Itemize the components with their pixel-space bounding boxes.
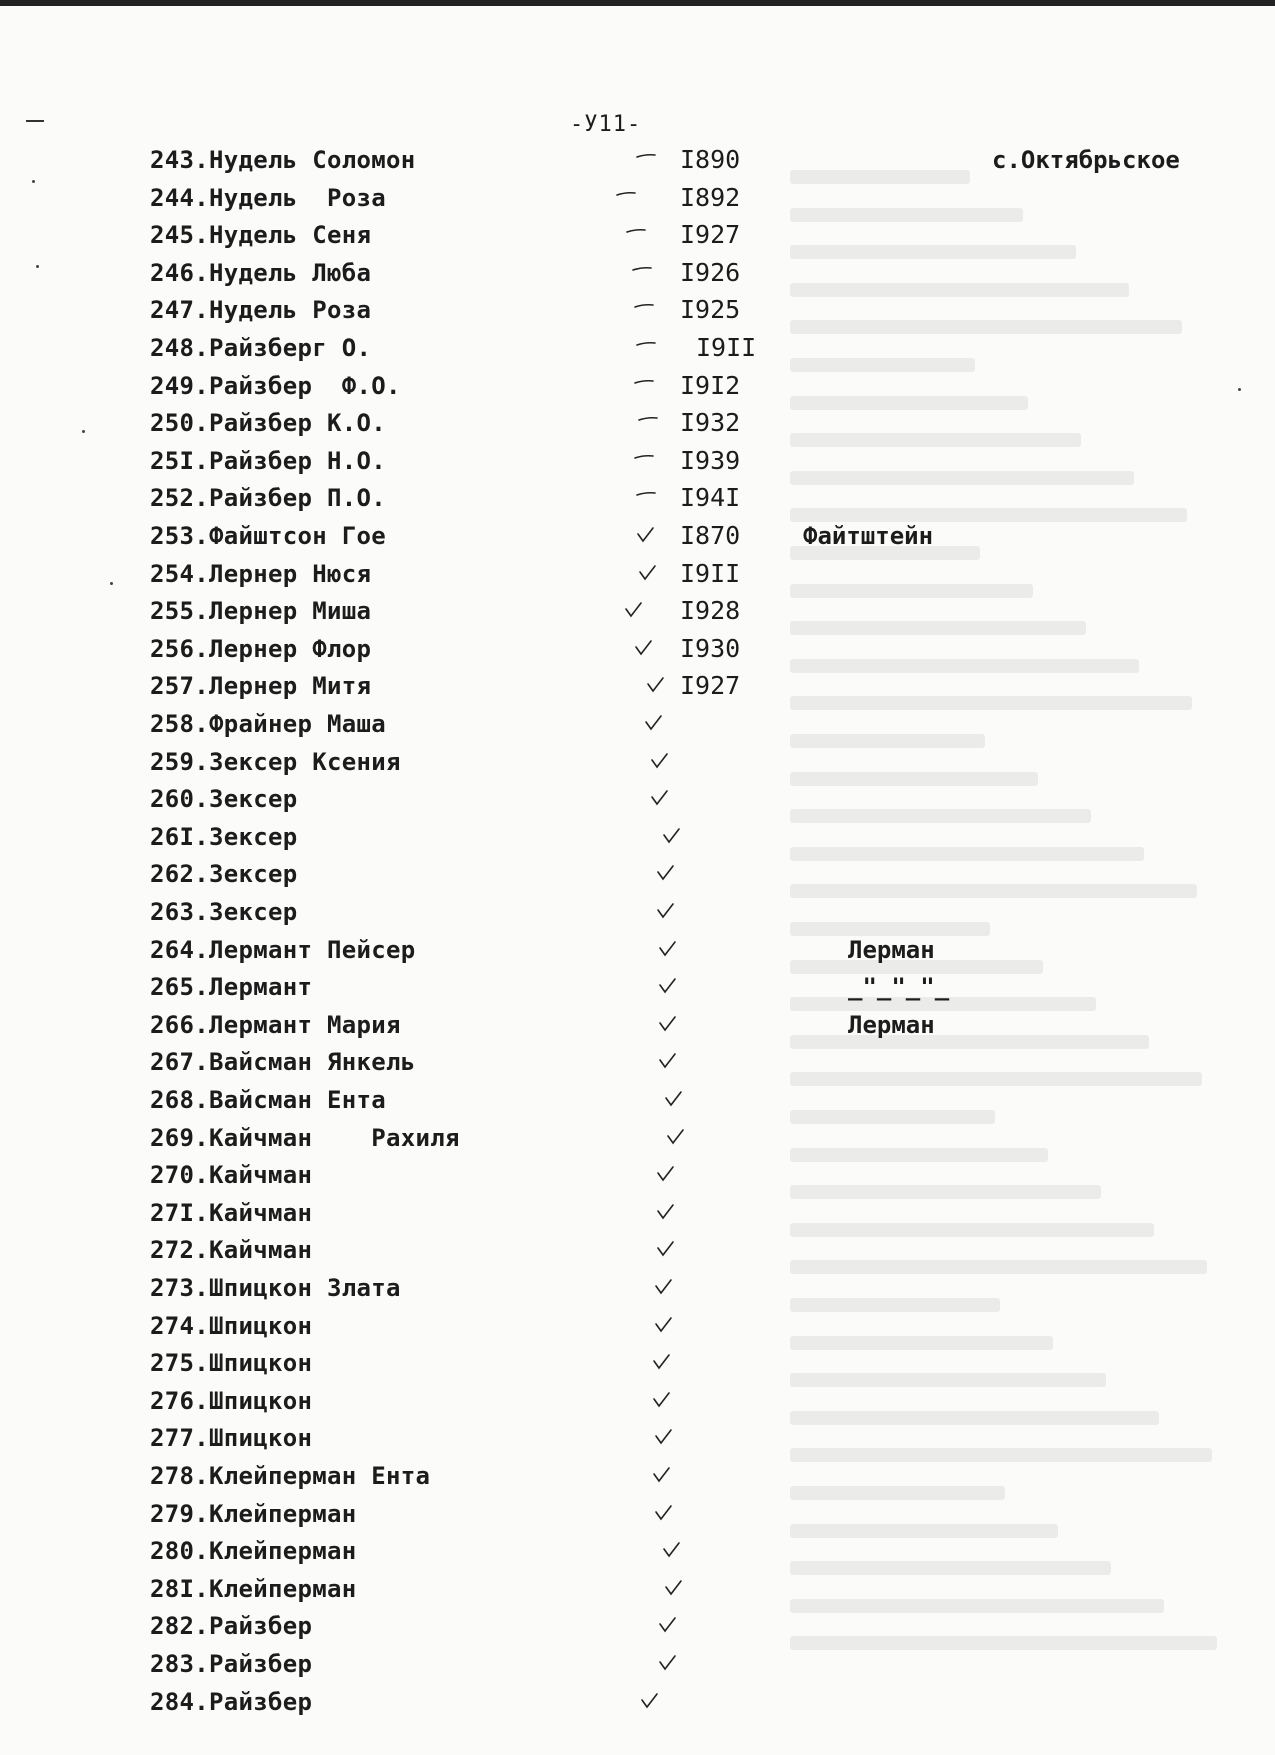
birth-year: I925: [680, 295, 741, 325]
checkmark-icon: [652, 1352, 672, 1372]
table-row: [0, 897, 1275, 935]
checkmark-icon: [658, 939, 678, 959]
checkmark-icon: [664, 1578, 684, 1598]
checkmark-icon: [662, 826, 682, 846]
birth-year: I926: [680, 257, 741, 287]
table-row: [0, 408, 1275, 446]
checkmark-icon: [626, 224, 646, 244]
table-row: [0, 596, 1275, 634]
table-row: [0, 220, 1275, 258]
checkmark-icon: [652, 1390, 672, 1410]
entry-name: 259.Зексер Ксения: [150, 747, 401, 776]
checkmark-icon: [656, 1164, 676, 1184]
checkmark-icon: [656, 863, 676, 883]
birth-year: I939: [680, 445, 741, 475]
margin-dash: [26, 120, 44, 122]
table-row: [0, 784, 1275, 822]
table-row: [0, 1047, 1275, 1085]
table-row: [0, 1649, 1275, 1687]
checkmark-icon: [650, 751, 670, 771]
table-row: [0, 1123, 1275, 1161]
entry-name: 248.Райзберг О.: [150, 334, 372, 362]
checkmark-icon: [658, 1014, 678, 1034]
checkmark-icon: [646, 675, 666, 695]
birth-year: I930: [680, 633, 741, 663]
checkmark-icon: [638, 563, 658, 583]
table-row: [0, 258, 1275, 296]
table-row: [0, 371, 1275, 409]
birth-year: I927: [680, 671, 741, 701]
table-row: [0, 1085, 1275, 1123]
entry-name: 243.Нудель Соломон: [150, 146, 416, 174]
checkmark-icon: [654, 1503, 674, 1523]
entry-name: 245.Нудель Сеня: [150, 221, 372, 250]
checkmark-icon: [656, 1239, 676, 1259]
entry-note: Лерман: [848, 1010, 935, 1039]
checkmark-icon: [654, 1315, 674, 1335]
entry-name: 244.Нудель Роза: [150, 183, 386, 212]
checkmark-icon: [624, 600, 644, 620]
birth-year: I94I: [680, 483, 741, 513]
entry-name: 260.Зексер: [150, 785, 298, 814]
checkmark-icon: [654, 1277, 674, 1297]
entry-name: 270.Кайчман: [150, 1161, 313, 1190]
checkmark-icon: [636, 149, 656, 169]
entry-name: 246.Нудель Люба: [150, 258, 372, 287]
checkmark-icon: [634, 299, 654, 319]
birth-year: I890: [680, 145, 741, 174]
entry-note: Лерман: [848, 935, 935, 964]
entry-name: 282.Райзбер: [150, 1612, 313, 1641]
checkmark-icon: [656, 1202, 676, 1222]
entry-name: 253.Файштсон Гое: [150, 522, 386, 550]
checkmark-icon: [632, 262, 652, 282]
entry-name: 26I.Зексер: [150, 822, 298, 851]
table-row: [0, 1010, 1275, 1048]
entry-name: 273.Шпицкон Злата: [150, 1274, 401, 1302]
table-row: [0, 183, 1275, 221]
table-row: [0, 935, 1275, 973]
birth-year: I9II: [696, 333, 757, 362]
table-row: [0, 822, 1275, 860]
checkmark-icon: [662, 1540, 682, 1560]
checkmark-icon: [658, 1051, 678, 1071]
table-row: [0, 1536, 1275, 1574]
table-row: [0, 709, 1275, 747]
checkmark-icon: [658, 1615, 678, 1635]
entry-name: 267.Вайсман Янкель: [150, 1048, 416, 1077]
table-row: [0, 1311, 1275, 1349]
checkmark-icon: [644, 713, 664, 733]
entry-name: 250.Райзбер К.О.: [150, 409, 386, 438]
checkmark-icon: [654, 1427, 674, 1447]
entry-name: 256.Лернер Флор: [150, 634, 372, 663]
entry-note: с.Октябрьское: [992, 146, 1180, 174]
table-row: [0, 333, 1275, 371]
checkmark-icon: [664, 1089, 684, 1109]
entry-name: 262.Зексер: [150, 860, 298, 889]
table-row: [0, 1499, 1275, 1537]
table-row: [0, 1423, 1275, 1461]
birth-year: I870: [680, 521, 741, 550]
table-row: [0, 145, 1275, 183]
entry-name: 277.Шпицкон: [150, 1424, 313, 1453]
table-row: [0, 1611, 1275, 1649]
birth-year: I927: [680, 220, 741, 250]
table-row: [0, 1574, 1275, 1612]
entry-name: 266.Лермант Мария: [150, 1010, 401, 1039]
checkmark-icon: [636, 487, 656, 507]
entry-name: 263.Зексер: [150, 898, 298, 926]
entry-name: 283.Райзбер: [150, 1650, 313, 1678]
entry-name: 279.Клейперман: [150, 1499, 357, 1528]
checkmark-icon: [634, 638, 654, 658]
table-row: [0, 446, 1275, 484]
checkmark-icon: [636, 337, 656, 357]
checkmark-icon: [640, 1691, 660, 1711]
entry-name: 280.Клейперман: [150, 1537, 357, 1566]
checkmark-icon: [666, 1127, 686, 1147]
scan-top-edge: [0, 0, 1275, 6]
table-row: [0, 521, 1275, 559]
table-row: [0, 747, 1275, 785]
table-row: [0, 559, 1275, 597]
table-row: [0, 1273, 1275, 1311]
entry-name: 274.Шпицкон: [150, 1311, 313, 1340]
entry-name: 272.Кайчман: [150, 1236, 313, 1265]
checkmark-icon: [658, 976, 678, 996]
checkmark-icon: [658, 1653, 678, 1673]
table-row: [0, 671, 1275, 709]
birth-year: I9II: [680, 558, 741, 588]
entry-name: 276.Шпицкон: [150, 1386, 313, 1415]
table-row: [0, 295, 1275, 333]
entry-name: 284.Райзбер: [150, 1687, 313, 1716]
table-row: [0, 634, 1275, 672]
table-row: [0, 1198, 1275, 1236]
entry-name: 28I.Клейперман: [150, 1574, 357, 1603]
entry-name: 249.Райзбер Ф.О.: [150, 371, 401, 400]
page-number: -У11-: [570, 112, 642, 137]
table-row: [0, 1461, 1275, 1499]
entry-name: 264.Лермант Пейсер: [150, 935, 416, 964]
entry-name: 258.Фрайнер Маша: [150, 710, 386, 738]
birth-year: I892: [680, 182, 741, 212]
table-row: [0, 1386, 1275, 1424]
checkmark-icon: [650, 788, 670, 808]
entry-name: 25I.Райзбер Н.О.: [150, 446, 386, 475]
entry-name: 27I.Кайчман: [150, 1198, 313, 1227]
entry-name: 247.Нудель Роза: [150, 296, 372, 325]
checkmark-icon: [638, 412, 658, 432]
checkmark-icon: [634, 375, 654, 395]
entry-name: 254.Лернер Нюся: [150, 559, 372, 588]
table-row: [0, 1235, 1275, 1273]
birth-year: I932: [680, 408, 741, 438]
table-row: [0, 1160, 1275, 1198]
entry-name: 268.Вайсман Ента: [150, 1086, 386, 1114]
table-row: [0, 972, 1275, 1010]
checkmark-icon: [656, 901, 676, 921]
entry-note: _"_"_"_: [848, 973, 950, 1002]
entry-name: 275.Шпицкон: [150, 1349, 313, 1378]
entry-name: 265.Лермант: [150, 973, 313, 1002]
entry-name: 252.Райзбер П.О.: [150, 484, 386, 513]
checkmark-icon: [652, 1465, 672, 1485]
entry-name: 257.Лернер Митя: [150, 672, 372, 701]
birth-year: I9I2: [680, 370, 741, 400]
table-row: [0, 1348, 1275, 1386]
entry-name: 278.Клейперман Ента: [150, 1462, 431, 1490]
checkmark-icon: [616, 187, 636, 207]
table-row: [0, 1687, 1275, 1725]
birth-year: I928: [680, 596, 741, 626]
table-row: [0, 859, 1275, 897]
table-row: [0, 483, 1275, 521]
entry-name: 255.Лернер Миша: [150, 597, 372, 626]
checkmark-icon: [634, 450, 654, 470]
entry-name: 269.Кайчман Рахиля: [150, 1123, 460, 1152]
checkmark-icon: [636, 525, 656, 545]
entry-note: Файтштейн: [803, 522, 934, 550]
